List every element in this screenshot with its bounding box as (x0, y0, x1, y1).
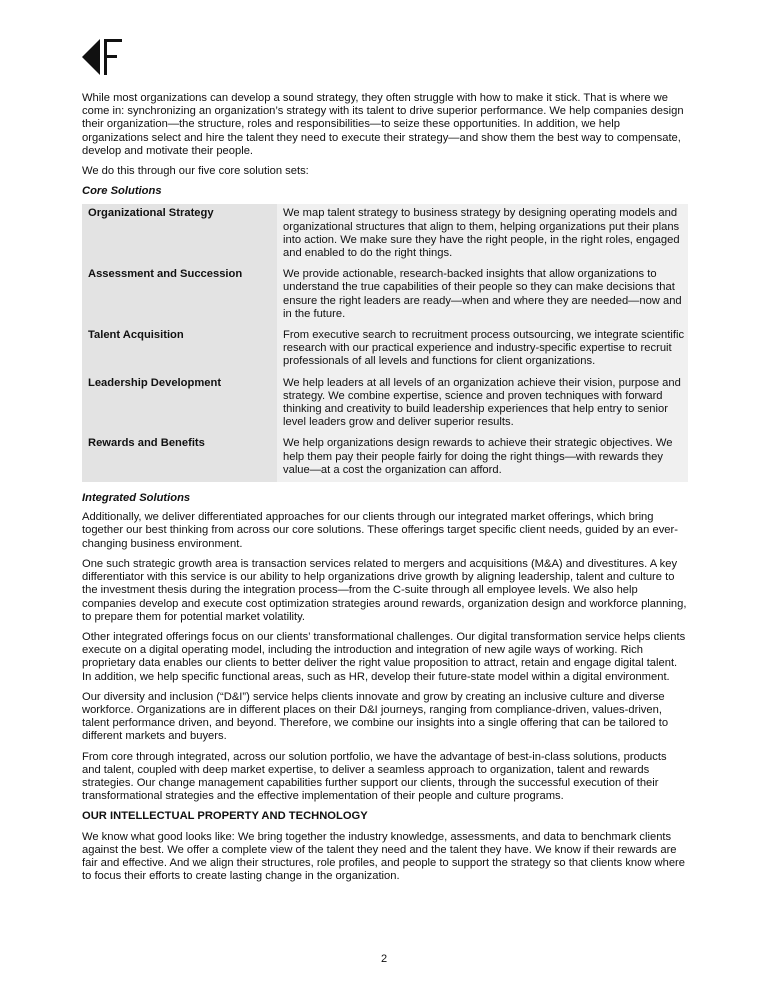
table-row (82, 265, 688, 326)
ip-paragraph: We know what good looks like: We bring together the industry knowledge, assessments, and data to benchmark clients against the best. We offer a complete view of the talent they need and the talent they have. We know if their rewards are fair and effective. And we align their structures, role profiles, and people to support the strategy so that clients know where to focus their efforts to create lasting change in the organization. (82, 830, 686, 883)
solution-name: Leadership Development (82, 374, 277, 435)
solution-description: We help leaders at all levels of an organization achieve their vision, purpose and strategy. We combine expertise, science and proven techniques with forward thinking and creativity to build leadership experiences that help entry to senior level leaders grow and deliver superior results. (277, 374, 688, 435)
ip-technology-heading: OUR INTELLECTUAL PROPERTY AND TECHNOLOGY (82, 810, 368, 823)
integrated-paragraph: Our diversity and inclusion (“D&I”) service helps clients innovate and grow by creating an inclusive culture and diverse workforce. Organizations are in different places on their D&I journeys, ranging from compliance-driven, values-driven, talent performance driven, and beyond. Therefore, we combine our insights into a single offering that can be tailored to different markets and buyers. (82, 690, 669, 743)
solution-name: Assessment and Succession (82, 265, 277, 326)
page-number: 2 (380, 953, 388, 965)
table-row (82, 204, 688, 265)
solution-name: Rewards and Benefits (82, 434, 277, 482)
solution-name: Talent Acquisition (82, 326, 277, 374)
intro-lead-in: We do this through our five core solution sets: (82, 165, 309, 178)
core-solutions-table (82, 204, 688, 482)
document-body (82, 92, 688, 890)
integrated-paragraph: Additionally, we deliver differentiated approaches for our clients through our integrated market offerings, which bring together our best thinking from across our core solutions. These offerings target specific client needs, guided by an ever-changing business environment. (82, 511, 678, 550)
intro-paragraph: While most organizations can develop a sound strategy, they often struggle with how to make it stick. That is where we come in: synchronizing an organization’s strategy with its talent to drive superior performance. We help companies design their organization—the structure, roles and responsibilities—to seize these opportunities. In addition, we help organizations select and hire the talent they need to execute their strategy—and show them the best way to compensate, develop and motivate their people. (82, 92, 684, 157)
kf-logo (80, 38, 130, 76)
core-solutions-heading: Core Solutions (82, 185, 162, 198)
integrated-paragraph: From core through integrated, across our solution portfolio, we have the advantage of best-in-class solutions, products and talent, coupled with deep market expertise, to deliver a seamless approach to organization, talent and rewards strategies. Our change management capabilities further support our clients, through the successful execution of their transformational strategies and the effective implementation of their people and culture programs. (82, 750, 667, 803)
table-row (82, 434, 688, 482)
solution-description: From executive search to recruitment process outsourcing, we integrate scientific research with our practical experience and industry-specific expertise to recruit professionals of all levels and functions for client organizations. (277, 326, 688, 374)
solution-description: We help organizations design rewards to achieve their strategic objectives. We help them pay their people fairly for doing the right things—with rewards they value—at a cost the organization can afford. (277, 434, 688, 482)
integrated-paragraph: Other integrated offerings focus on our clients’ transformational challenges. Our digital transformation service helps clients execute on a digital operating model, including the introduction and integration of new agile ways of working. Rich proprietary data enables our clients to better deliver the right value proposition to attract, retain and engage digital talent. In addition, we help specific functional areas, such as HR, develop their future-state model within a digital environment. (82, 630, 686, 683)
solution-description: We provide actionable, research-backed insights that allow organizations to understand the true capabilities of their people so they can make decisions that ensure the right leaders are ready—when and where they are needed—now and in the future. (277, 265, 688, 326)
integrated-solutions-heading: Integrated Solutions (82, 492, 191, 505)
table-row (82, 374, 688, 435)
solution-description: We map talent strategy to business strategy by designing operating models and organizational structures that align to them, helping organizations put their plans into action. We make sure they have the right people, in the right roles, engaged and enabled to do the right things. (277, 204, 688, 265)
table-row (82, 326, 688, 374)
solution-name: Organizational Strategy (82, 204, 277, 265)
integrated-paragraph: One such strategic growth area is transaction services related to mergers and acquisitions (M&A) and divestitures. A key differentiator with this service is our ability to help organizations drive growth by aligning leadership, talent and culture to the investment thesis during the integration process—from the C-suite through all employee levels. We also help companies develop and execute cost optimization strategies around rewards, organization design and workforce planning, to prepare them for potential market volatility. (82, 557, 687, 623)
